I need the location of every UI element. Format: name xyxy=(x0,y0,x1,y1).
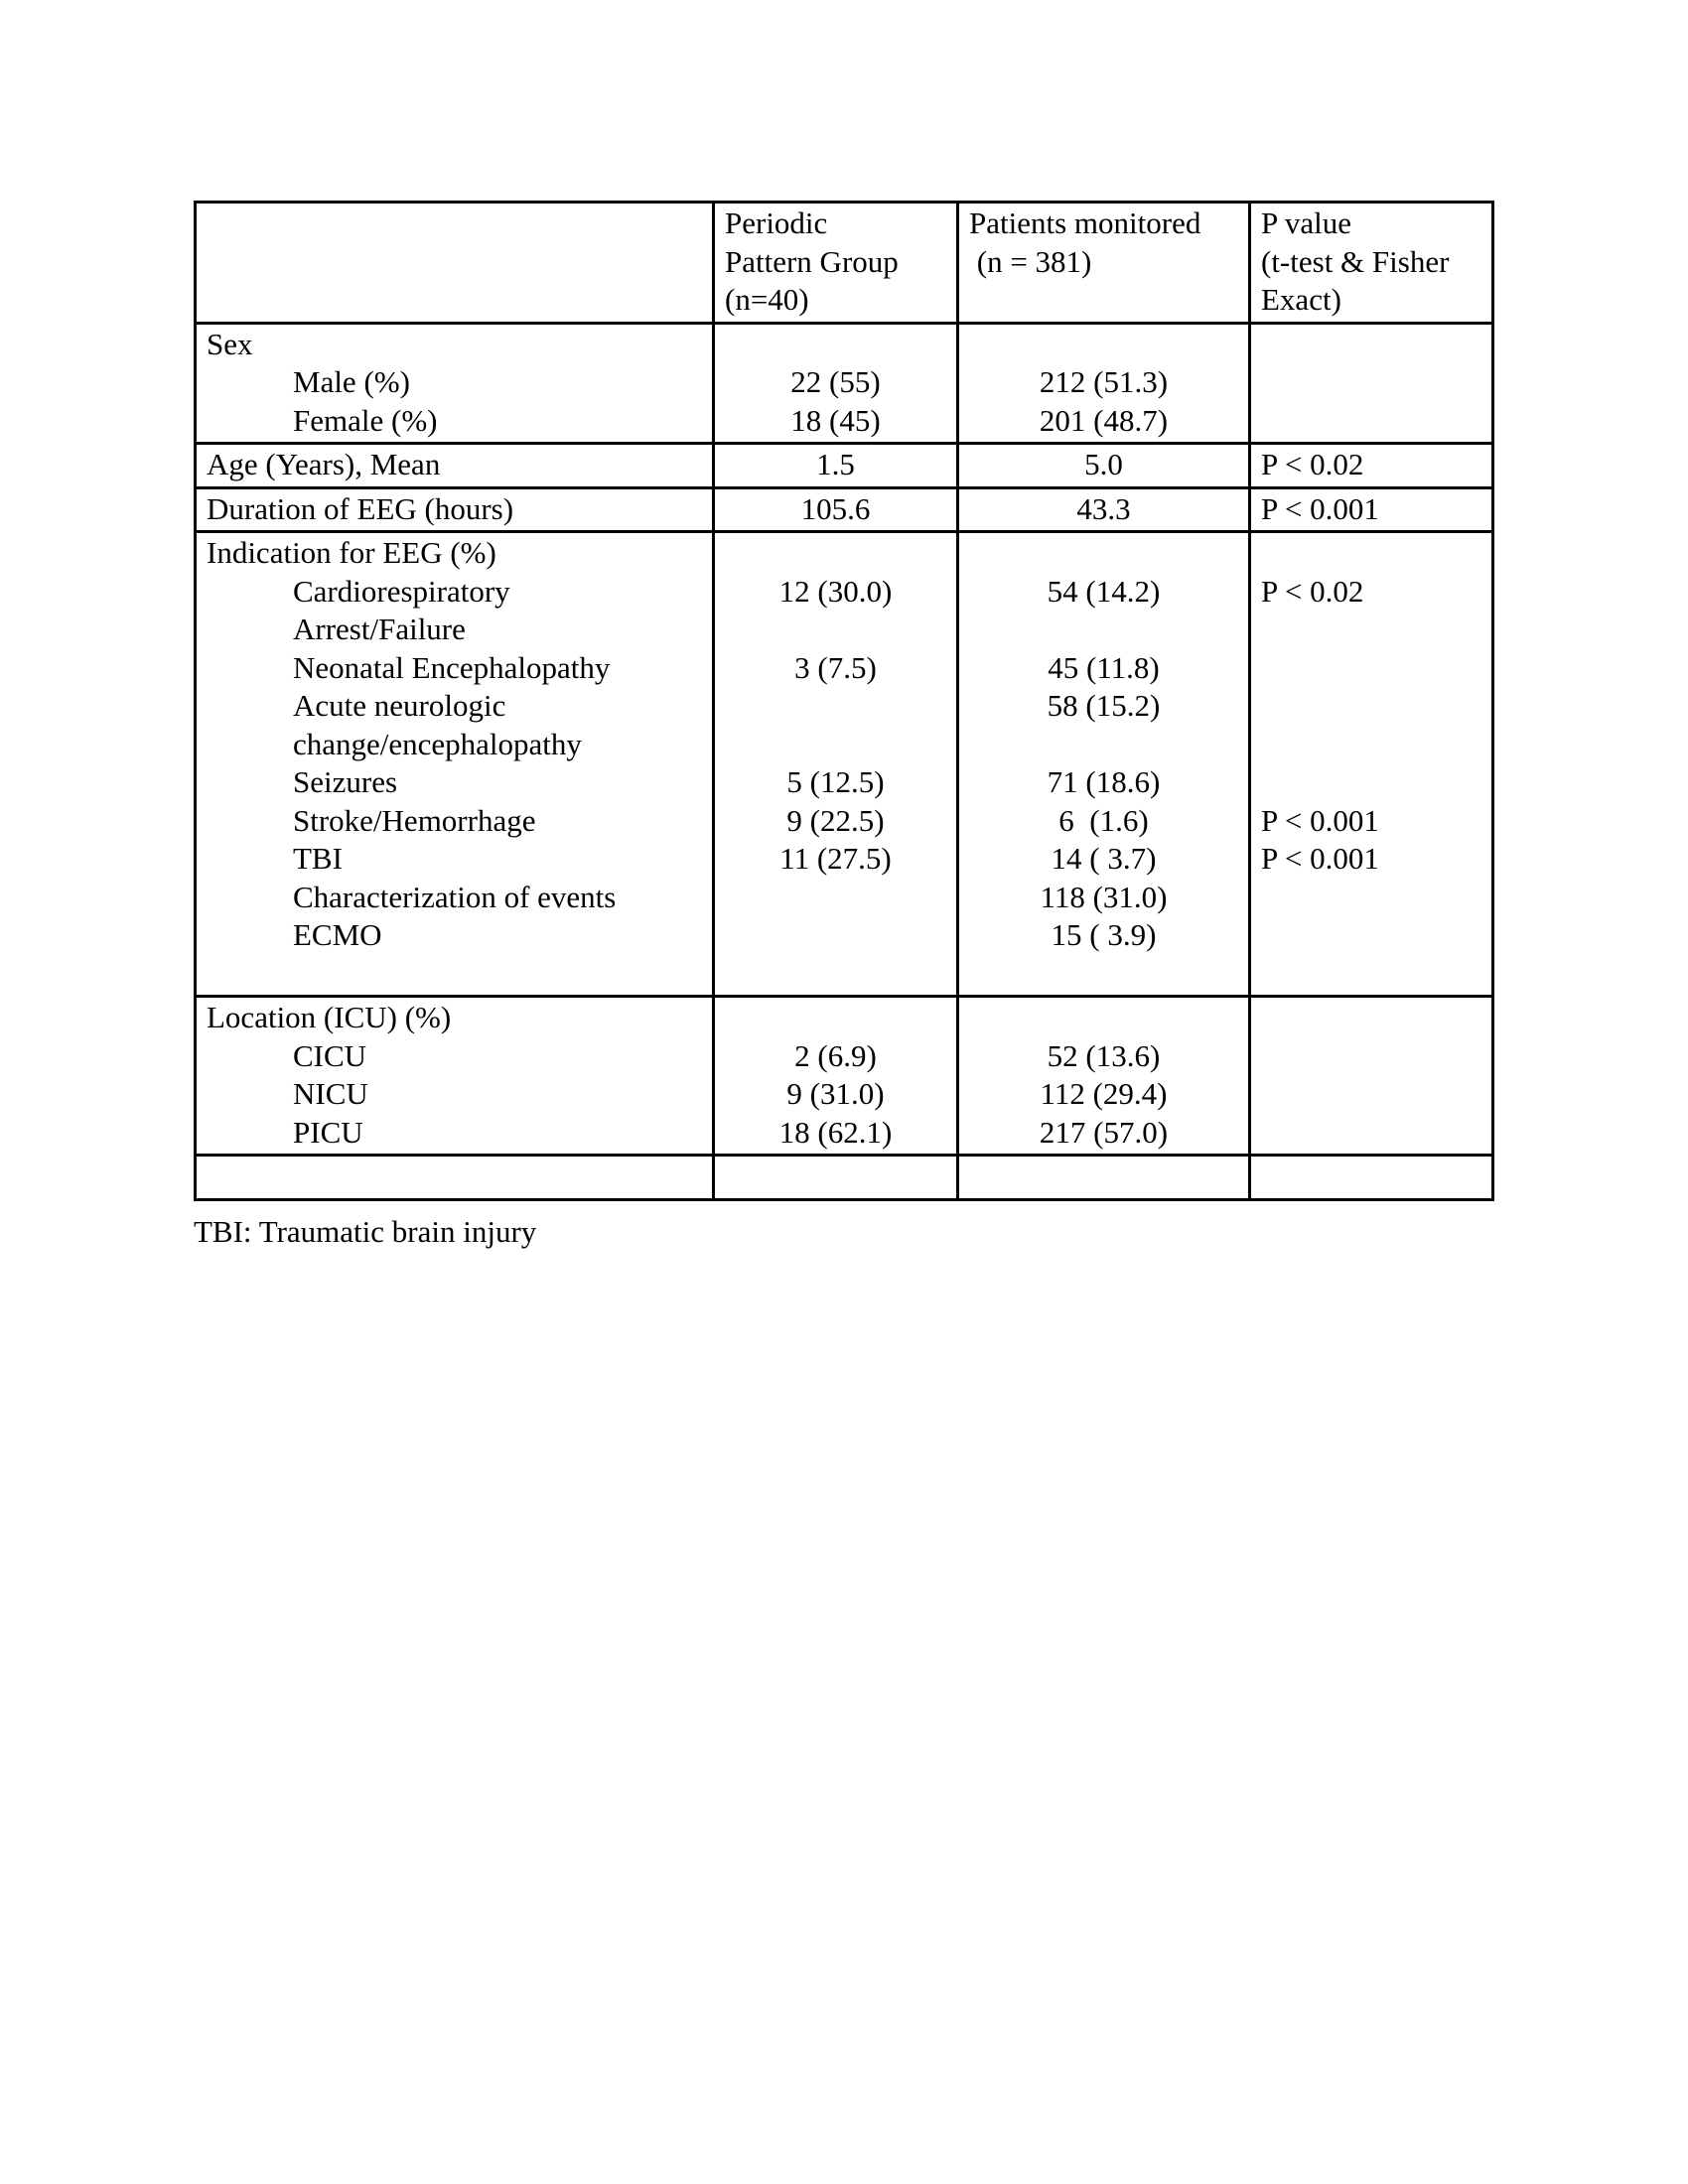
header-line: Patients monitored xyxy=(969,205,1201,240)
value-line: 14 ( 3.7) xyxy=(1051,841,1157,876)
p-value-line xyxy=(1251,649,1491,688)
value-line: 6 (1.6) xyxy=(1058,802,1149,838)
p-value-line xyxy=(1251,687,1491,726)
value-line: 118 (31.0) xyxy=(1040,879,1168,914)
p-value-cell xyxy=(1250,997,1493,1156)
p-value-line: P < 0.02 xyxy=(1261,573,1364,609)
demographics-table xyxy=(194,201,1494,1201)
value-line: 105.6 xyxy=(800,490,871,526)
table-row-indication xyxy=(196,532,1493,997)
value-line: 71 (18.6) xyxy=(1047,764,1161,799)
value-line: 18 (45) xyxy=(790,402,881,438)
value-line xyxy=(959,534,1248,573)
value-line: 212 (51.3) xyxy=(1039,364,1169,399)
group-value-cell xyxy=(714,1156,958,1200)
blank-line xyxy=(197,1158,712,1196)
p-value-cell xyxy=(1250,444,1493,488)
group-value-cell xyxy=(714,487,958,532)
p-value-line xyxy=(1251,326,1491,364)
value-line: 5 (12.5) xyxy=(786,764,885,799)
value-line xyxy=(715,999,956,1037)
section-label: Sex xyxy=(207,326,253,361)
value-line xyxy=(715,726,956,764)
value-line xyxy=(715,879,956,917)
header-line: Periodic xyxy=(725,205,828,240)
p-value-cell xyxy=(1250,1156,1493,1200)
sub-label: Stroke/Hemorrhage xyxy=(293,802,536,838)
value-line: 15 ( 3.9) xyxy=(1051,917,1157,952)
section-label: Duration of EEG (hours) xyxy=(207,490,514,526)
value-line xyxy=(959,726,1248,764)
sub-label: Male (%) xyxy=(293,364,410,399)
monitored-value-cell xyxy=(958,1156,1250,1200)
sub-label: TBI xyxy=(293,841,343,876)
table-row-empty xyxy=(196,1156,1493,1200)
p-value-line: P < 0.001 xyxy=(1261,490,1379,526)
p-value-line: P < 0.001 xyxy=(1261,802,1379,838)
sub-label: change/encephalopathy xyxy=(293,726,582,761)
value-line: 22 (55) xyxy=(790,364,881,399)
sub-label: Female (%) xyxy=(293,402,438,438)
value-line: 201 (48.7) xyxy=(1039,402,1169,438)
value-line: 112 (29.4) xyxy=(1040,1076,1168,1111)
sub-label: Acute neurologic xyxy=(293,688,506,723)
value-line: 3 (7.5) xyxy=(794,649,877,685)
table-row-duration xyxy=(196,487,1493,532)
value-line: 2 (6.9) xyxy=(794,1037,877,1073)
section-label: Age (Years), Mean xyxy=(207,447,441,481)
value-line xyxy=(715,611,956,649)
sub-label: CICU xyxy=(293,1037,367,1073)
p-value-line xyxy=(1251,879,1491,917)
header-line: Exact) xyxy=(1261,282,1341,317)
p-value-cell xyxy=(1250,532,1493,997)
value-line xyxy=(715,916,956,955)
value-line: 1.5 xyxy=(816,447,855,481)
row-label-cell xyxy=(196,997,714,1156)
group-value-cell xyxy=(714,444,958,488)
row-label-cell xyxy=(196,1156,714,1200)
header-cell-periodic-group xyxy=(714,203,958,324)
value-line: 58 (15.2) xyxy=(1047,688,1161,723)
sub-label: NICU xyxy=(293,1076,368,1111)
sub-label: Seizures xyxy=(293,764,398,799)
header-line: (n = 381) xyxy=(969,243,1092,279)
p-value-line xyxy=(1251,763,1491,802)
header-line: (t-test & Fisher xyxy=(1261,243,1450,279)
sub-label: ECMO xyxy=(293,917,382,952)
blank-line xyxy=(959,1158,1248,1196)
value-line xyxy=(715,534,956,573)
blank-line xyxy=(1251,955,1491,994)
blank-line xyxy=(715,1158,956,1196)
value-line xyxy=(959,999,1248,1037)
value-line: 52 (13.6) xyxy=(1047,1037,1161,1073)
value-line: 9 (31.0) xyxy=(786,1076,885,1111)
p-value-line: P < 0.001 xyxy=(1261,841,1379,876)
row-label-cell xyxy=(196,487,714,532)
p-value-line xyxy=(1251,999,1491,1037)
value-line: 45 (11.8) xyxy=(1048,649,1160,685)
header-cell-blank xyxy=(196,203,714,324)
value-line: 12 (30.0) xyxy=(778,573,893,609)
value-line: 54 (14.2) xyxy=(1047,573,1161,609)
monitored-value-cell xyxy=(958,323,1250,444)
p-value-line xyxy=(1251,916,1491,955)
value-line: 11 (27.5) xyxy=(779,841,892,876)
p-value-cell xyxy=(1250,487,1493,532)
table-row-sex xyxy=(196,323,1493,444)
row-label-cell xyxy=(196,444,714,488)
row-label-cell xyxy=(196,532,714,997)
p-value-line: P < 0.02 xyxy=(1261,447,1364,481)
p-value-cell xyxy=(1250,323,1493,444)
value-line: 18 (62.1) xyxy=(778,1114,893,1150)
value-line xyxy=(715,687,956,726)
table-footnote: TBI: Traumatic brain injury xyxy=(194,1213,537,1249)
sub-label: Arrest/Failure xyxy=(293,612,466,646)
blank-line xyxy=(715,955,956,994)
value-line: 5.0 xyxy=(1084,447,1123,481)
group-value-cell xyxy=(714,323,958,444)
sub-label: Characterization of events xyxy=(293,879,617,914)
value-line xyxy=(959,326,1248,364)
sub-label: Cardiorespiratory xyxy=(293,573,510,609)
header-line: Pattern Group xyxy=(725,243,899,279)
table-row-age xyxy=(196,444,1493,488)
header-cell-p-value xyxy=(1250,203,1493,324)
monitored-value-cell xyxy=(958,444,1250,488)
group-value-cell xyxy=(714,997,958,1156)
header-line: (n=40) xyxy=(725,282,809,317)
p-value-line xyxy=(1251,611,1491,649)
p-value-line xyxy=(1251,534,1491,573)
blank-line xyxy=(959,955,1248,994)
header-line: P value xyxy=(1261,205,1351,240)
header-cell-patients-monitored xyxy=(958,203,1250,324)
section-label: Location (ICU) (%) xyxy=(207,1000,452,1034)
group-value-cell xyxy=(714,532,958,997)
monitored-value-cell xyxy=(958,532,1250,997)
row-label-cell xyxy=(196,323,714,444)
value-line xyxy=(959,611,1248,649)
sub-label: Neonatal Encephalopathy xyxy=(293,649,611,685)
table-row-location xyxy=(196,997,1493,1156)
blank-line xyxy=(1251,1158,1491,1196)
value-line: 9 (22.5) xyxy=(786,802,885,838)
value-line: 217 (57.0) xyxy=(1039,1114,1169,1150)
blank-line xyxy=(197,955,712,994)
value-line xyxy=(715,326,956,364)
monitored-value-cell xyxy=(958,487,1250,532)
table-header-row xyxy=(196,203,1493,324)
value-line: 43.3 xyxy=(1076,490,1131,526)
section-label: Indication for EEG (%) xyxy=(207,535,496,570)
header-blank-line xyxy=(197,205,712,243)
p-value-line xyxy=(1251,726,1491,764)
sub-label: PICU xyxy=(293,1114,363,1150)
manuscript-page xyxy=(194,201,1504,1251)
monitored-value-cell xyxy=(958,997,1250,1156)
